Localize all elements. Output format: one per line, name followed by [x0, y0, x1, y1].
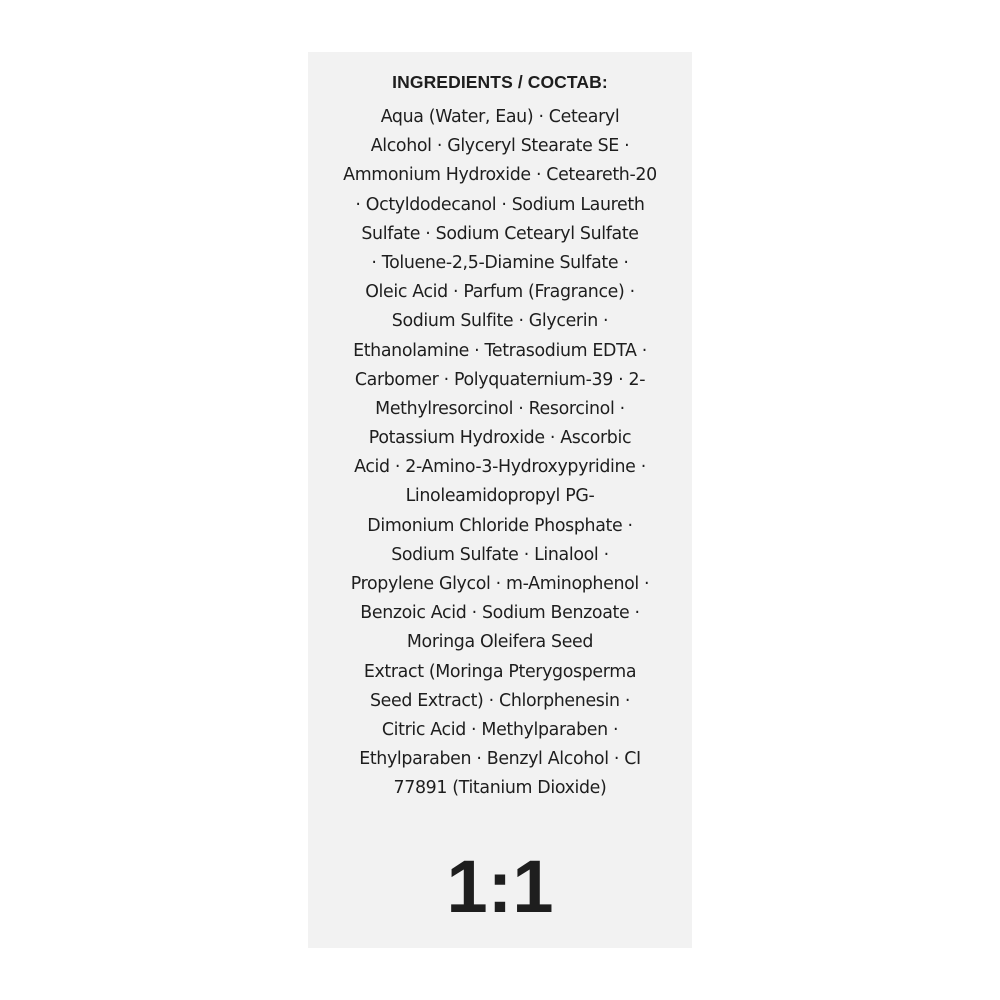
ingredient-line: Ethanolamine · Tetrasodium EDTA · — [353, 340, 647, 361]
ingredient-line: Ammonium Hydroxide · Ceteareth-20 — [343, 165, 657, 186]
ingredient-line: 77891 (Titanium Dioxide) — [393, 778, 607, 799]
ingredient-line: · Toluene-2,5-Diamine Sulfate · — [371, 252, 629, 273]
ingredient-line: Sodium Sulfate · Linalool · — [391, 544, 609, 565]
mixing-ratio: 1:1 — [446, 845, 554, 928]
ingredient-line: Oleic Acid · Parfum (Fragrance) · — [365, 282, 635, 303]
ingredients-label — [308, 52, 692, 948]
ingredient-line: · Octyldodecanol · Sodium Laureth — [355, 194, 645, 215]
ingredient-line: Potassium Hydroxide · Ascorbic — [368, 428, 632, 449]
ingredient-line: Methylresorcinol · Resorcinol · — [375, 398, 625, 419]
ingredient-line: Seed Extract) · Chlorphenesin · — [369, 690, 631, 711]
ingredient-line: Carbomer · Polyquaternium-39 · 2- — [354, 369, 646, 390]
ingredient-line: Alcohol · Glyceryl Stearate SE · — [370, 136, 630, 157]
ingredient-line: Benzoic Acid · Sodium Benzoate · — [360, 603, 640, 624]
ingredient-line: Linoleamidopropyl PG- — [405, 486, 595, 507]
ingredient-line: Dimonium Chloride Phosphate · — [367, 515, 633, 536]
ingredient-line: Sulfate · Sodium Cetearyl Sulfate — [361, 223, 639, 244]
ingredient-line: Acid · 2-Amino-3-Hydroxypyridine · — [354, 457, 646, 478]
ingredient-line: Citric Acid · Methylparaben · — [381, 719, 619, 740]
ingredient-line: Propylene Glycol · m-Aminophenol · — [350, 574, 650, 594]
ingredients-heading: INGREDIENTS / COCTAB: — [392, 72, 608, 92]
ingredient-line: Sodium Sulfite · Glycerin · — [391, 311, 609, 332]
ingredient-line: Moringa Oleifera Seed — [406, 632, 594, 653]
ingredient-line: Extract (Moringa Pterygosperma — [363, 661, 637, 682]
ingredient-line: Aqua (Water, Eau) · Cetearyl — [380, 107, 620, 127]
ingredients-list — [308, 103, 692, 804]
ingredient-line: Ethylparaben · Benzyl Alcohol · CI — [359, 749, 641, 770]
